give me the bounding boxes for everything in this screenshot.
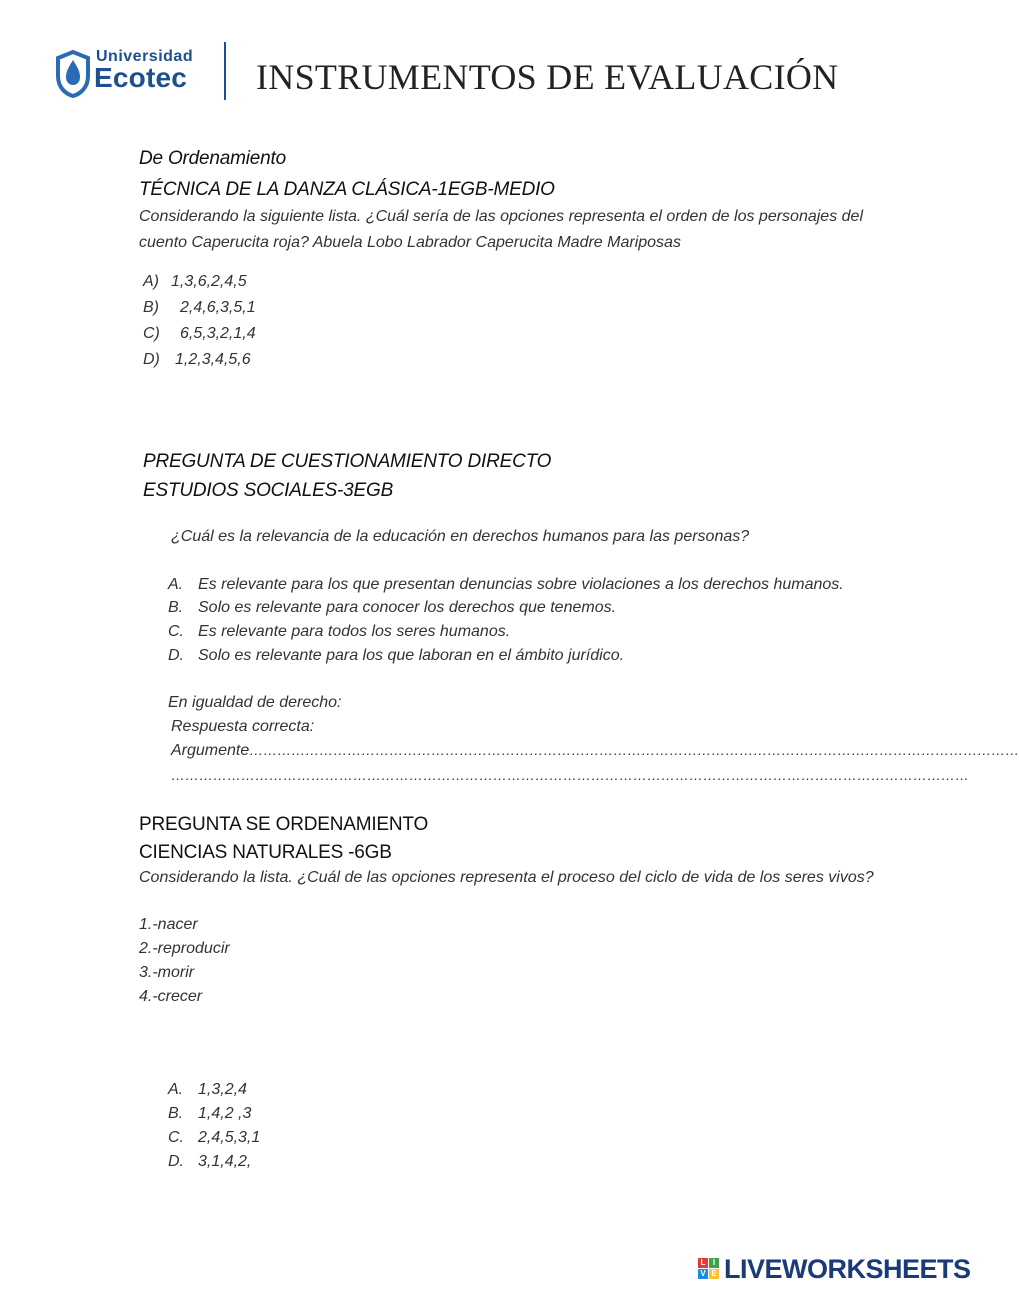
option-text: Solo es relevante para los que laboran en el ámbito jurídico. xyxy=(198,647,625,664)
option-label: A) xyxy=(143,273,159,290)
section1-type-label: De Ordenamiento xyxy=(139,148,286,169)
section2-note: En igualdad de derecho: xyxy=(168,694,342,711)
option-label: B) xyxy=(143,299,159,316)
argument-label: Argumente xyxy=(171,742,250,759)
shield-drop-icon xyxy=(54,50,92,98)
badge-letter: E xyxy=(709,1269,719,1279)
section1-option xyxy=(143,325,256,343)
section2-title: PREGUNTA DE CUESTIONAMIENTO DIRECTO xyxy=(143,451,552,472)
argument-line xyxy=(171,742,1019,760)
option-label: B. xyxy=(168,599,184,616)
option-text: 2,4,6,3,5,1 xyxy=(180,299,256,316)
option-label: C. xyxy=(168,623,184,640)
section1-question-line2: cuento Caperucita roja? Abuela Lobo Labrador Caperucita Madre Mariposas xyxy=(139,234,681,251)
section1-option xyxy=(143,273,247,291)
option-text: 1,3,6,2,4,5 xyxy=(171,273,247,290)
option-text: Es relevante para todos los seres humanos. xyxy=(198,623,511,640)
option-text: Solo es relevante para conocer los derechos que tenemos. xyxy=(198,599,617,616)
section2-subject: ESTUDIOS SOCIALES-3EGB xyxy=(143,480,394,501)
university-logo xyxy=(54,44,214,100)
option-label: A. xyxy=(168,576,184,593)
option-label: B. xyxy=(168,1105,184,1122)
option-text: 6,5,3,2,1,4 xyxy=(180,325,256,342)
option-label: D) xyxy=(143,351,160,368)
section2-option xyxy=(168,576,844,594)
list-item: 1.-nacer xyxy=(139,916,198,933)
section3-question: Considerando la lista. ¿Cuál de las opciones representa el proceso del ciclo de vida de los seres vivos? xyxy=(139,869,874,886)
argument-dots-line2: ……………………………………………………………………………………………………………………………………………………… xyxy=(171,767,969,783)
section3-subject: CIENCIAS NATURALES -6GB xyxy=(139,842,392,863)
argument-dots: ………………………………………………………………………………………………………………………………………………… xyxy=(249,742,1019,758)
section3-option xyxy=(168,1081,247,1099)
logo-small-text: Universidad xyxy=(96,48,194,65)
logo-big-text: Ecotec xyxy=(94,62,188,93)
option-text: 3,1,4,2, xyxy=(198,1153,252,1170)
list-item: 3.-morir xyxy=(139,964,195,981)
section1-question-line1: Considerando la siguiente lista. ¿Cuál sería de las opciones representa el orden de los personajes del xyxy=(139,208,863,225)
section2-option xyxy=(168,647,624,665)
badge-letter: L xyxy=(698,1258,708,1268)
option-text: 1,2,3,4,5,6 xyxy=(175,351,251,368)
option-text: 1,4,2 ,3 xyxy=(198,1105,252,1122)
option-label: C) xyxy=(143,325,160,342)
section2-question: ¿Cuál es la relevancia de la educación en derechos humanos para las personas? xyxy=(171,528,750,545)
badge-letter: V xyxy=(698,1269,708,1279)
answer-label: Respuesta correcta: xyxy=(171,718,315,735)
section3-title: PREGUNTA SE ORDENAMIENTO xyxy=(139,814,429,835)
option-label: D. xyxy=(168,1153,184,1170)
section1-subject: TÉCNICA DE LA DANZA CLÁSICA-1EGB-MEDIO xyxy=(139,179,555,200)
option-text: 2,4,5,3,1 xyxy=(198,1129,261,1146)
page-title: INSTRUMENTOS DE EVALUACIÓN xyxy=(256,57,839,97)
liveworksheets-badge-icon xyxy=(698,1258,720,1280)
option-text: Es relevante para los que presentan denuncias sobre violaciones a los derechos humanos. xyxy=(198,576,844,593)
section3-option xyxy=(168,1153,251,1171)
section3-option xyxy=(168,1105,251,1123)
section1-option xyxy=(143,299,256,317)
header-divider xyxy=(224,42,226,100)
liveworksheets-text: LIVEWORKSHEETS xyxy=(724,1254,971,1284)
section2-option xyxy=(168,599,616,617)
option-label: C. xyxy=(168,1129,184,1146)
section2-option xyxy=(168,623,510,641)
option-label: D. xyxy=(168,647,184,664)
list-item: 4.-crecer xyxy=(139,988,203,1005)
badge-letter: I xyxy=(709,1258,719,1268)
option-text: 1,3,2,4 xyxy=(198,1081,247,1098)
option-label: A. xyxy=(168,1081,184,1098)
section1-option xyxy=(143,351,251,369)
list-item: 2.-reproducir xyxy=(139,940,230,957)
section3-option xyxy=(168,1129,260,1147)
